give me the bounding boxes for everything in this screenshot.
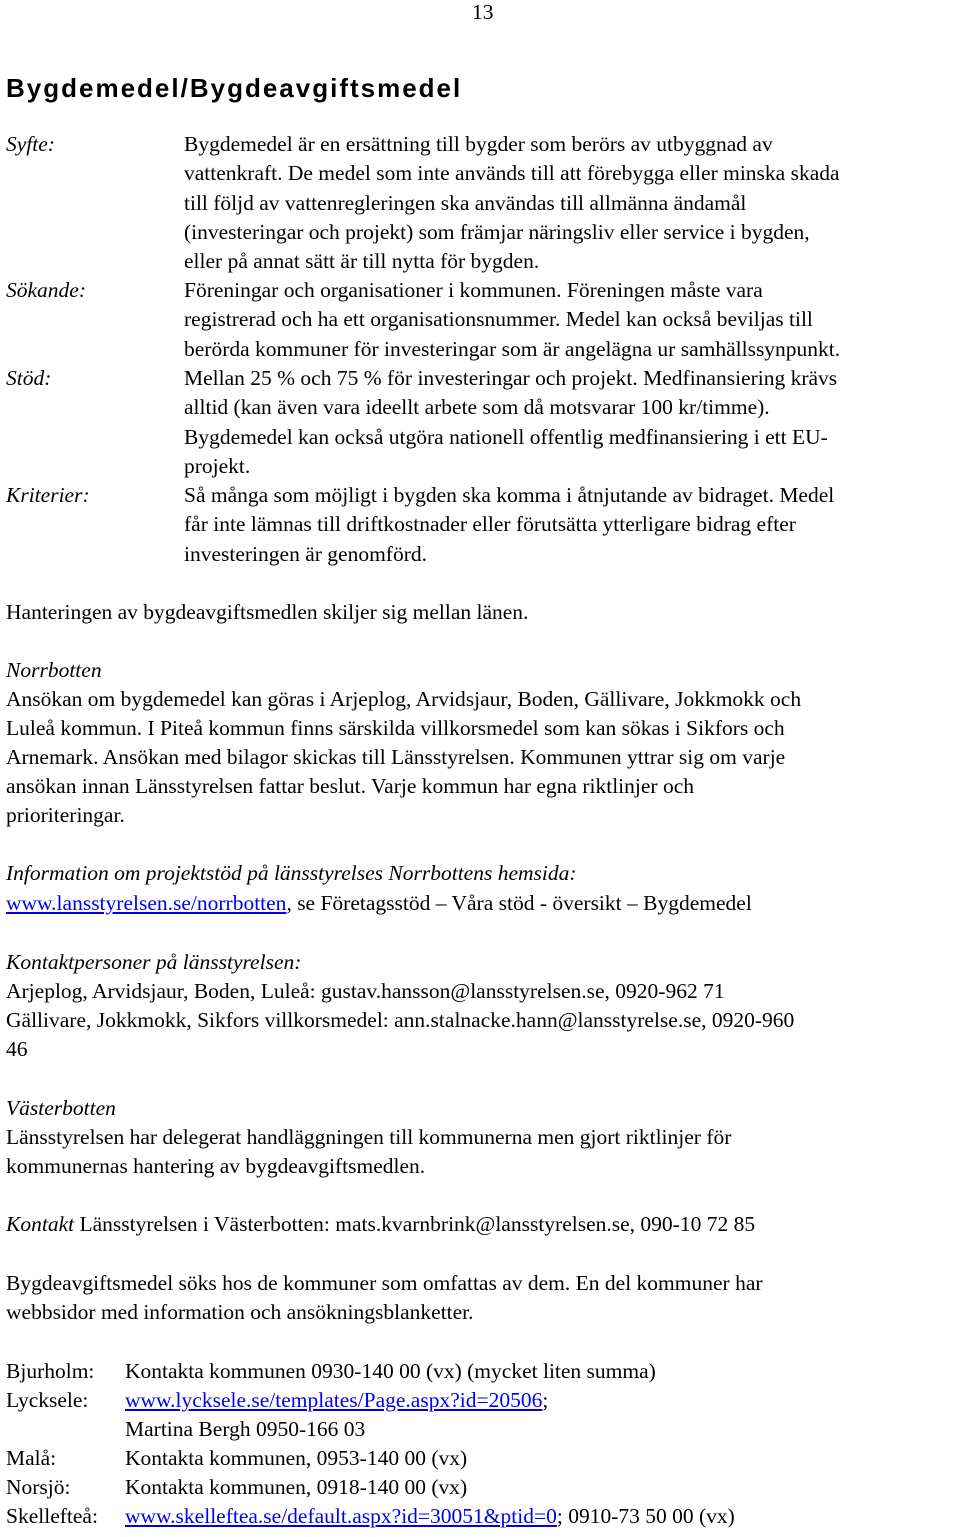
norrbotten-contact-line: 46 [6, 1037, 28, 1061]
municipality-name: Lycksele: [6, 1388, 89, 1412]
norrbotten-contact-line: Arjeplog, Arvidsjaur, Boden, Luleå: gustav.hansson@lansstyrelsen.se, 0920-962 71 [6, 979, 725, 1003]
municipal-info-line: Bygdeavgiftsmedel söks hos de kommuner som omfattas av dem. En del kommuner har [6, 1271, 763, 1295]
kriterier-line: får inte lämnas till driftkostnader eller förutsätta ytterligare bidrag efter [184, 512, 796, 536]
norrbotten-info-line [6, 889, 752, 918]
municipality-value [125, 1386, 548, 1415]
norrbotten-line: Luleå kommun. I Piteå kommun finns särskilda villkorsmedel som kan sökas i Sikfors och [6, 716, 785, 740]
municipality-name: Norsjö: [6, 1475, 71, 1499]
vasterbotten-contact [6, 1210, 755, 1239]
label-sokande: Sökande: [6, 278, 86, 302]
sokande-line: registrerad och ha ett organisationsnummer. Medel kan också beviljas till [184, 307, 813, 331]
label-syfte: Syfte: [6, 132, 55, 156]
municipality-name: Bjurholm: [6, 1359, 95, 1383]
contact-label: Kontakt [6, 1212, 75, 1236]
syfte-line: till följd av vattenregleringen ska användas till allmänna ändamål [184, 191, 747, 215]
kriterier-line: investeringen är genomförd. [184, 542, 427, 566]
norrbotten-info-heading: Information om projektstöd på länsstyrelses Norrbottens hemsida: [6, 861, 577, 885]
syfte-line: vattenkraft. De medel som inte används till att förebygga eller minska skada [184, 161, 840, 185]
label-kriterier: Kriterier: [6, 483, 90, 507]
sokande-line: Föreningar och organisationer i kommunen. Föreningen måste vara [184, 278, 763, 302]
norrbotten-website-link[interactable]: www.lansstyrelsen.se/norrbotten [6, 891, 287, 915]
syfte-line: eller på annat sätt är till nytta för bygden. [184, 249, 540, 273]
skelleftea-link[interactable]: www.skelleftea.se/default.aspx?id=30051&ptid=0 [125, 1504, 557, 1528]
page-title: Bygdemedel/Bygdeavgiftsmedel [6, 73, 463, 103]
vasterbotten-line: kommunernas hantering av bygdeavgiftsmedlen. [6, 1154, 426, 1178]
syfte-line: (investeringar och projekt) som främjar näringsliv eller service i bygden, [184, 220, 810, 244]
norrbotten-contact-line: Gällivare, Jokkmokk, Sikfors villkorsmedel: ann.stalnacke.hann@lansstyrelse.se, 0920-960 [6, 1008, 795, 1032]
municipality-text: Kontakta kommunen, 0918-140 00 (vx) [125, 1475, 468, 1499]
intro-text: Hanteringen av bygdeavgiftsmedlen skiljer sig mellan länen. [6, 600, 529, 624]
kriterier-line: Så många som möjligt i bygden ska komma i åtnjutande av bidraget. Medel [184, 483, 835, 507]
syfte-line: Bygdemedel är en ersättning till bygder som berörs av utbyggnad av [184, 132, 773, 156]
norrbotten-line: ansökan innan Länsstyrelsen fattar beslut. Varje kommun har egna riktlinjer och [6, 774, 694, 798]
vasterbotten-line: Länsstyrelsen har delegerat handläggningen till kommunerna men gjort riktlinjer för [6, 1125, 732, 1149]
page-number: 13 [472, 0, 494, 24]
stod-line: projekt. [184, 454, 251, 478]
lycksele-link[interactable]: www.lycksele.se/templates/Page.aspx?id=20506 [125, 1388, 543, 1412]
municipality-value [125, 1415, 365, 1444]
municipality-value [125, 1473, 467, 1502]
stod-line: Mellan 25 % och 75 % för investeringar och projekt. Medfinansiering krävs [184, 366, 838, 390]
norrbotten-info-rest: , se Företagsstöd – Våra stöd - översikt – Bygdemedel [286, 891, 752, 915]
municipality-text: Martina Bergh 0950-166 03 [125, 1417, 366, 1441]
municipality-text: Kontakta kommunen, 0953-140 00 (vx) [125, 1446, 468, 1470]
norrbotten-line: Ansökan om bygdemedel kan göras i Arjeplog, Arvidsjaur, Boden, Gällivare, Jokkmokk och [6, 687, 802, 711]
municipality-name: Skellefteå: [6, 1504, 98, 1528]
contact-text: Länsstyrelsen i Västerbotten: mats.kvarnbrink@lansstyrelsen.se, 090-10 72 85 [74, 1212, 756, 1236]
municipality-name: Malå: [6, 1446, 57, 1470]
stod-line: alltid (kan även vara ideellt arbete som då motsvarar 100 kr/timme). [184, 395, 770, 419]
norrbotten-contacts-heading: Kontaktpersoner på länsstyrelsen: [6, 950, 302, 974]
sokande-line: berörda kommuner för investeringar som är angelägna ur samhällssynpunkt. [184, 337, 841, 361]
label-stod: Stöd: [6, 366, 52, 390]
municipality-after: ; 0910-73 50 00 (vx) [556, 1504, 735, 1528]
norrbotten-line: Arnemark. Ansökan med bilagor skickas till Länsstyrelsen. Kommunen yttrar sig om varje [6, 745, 786, 769]
municipality-value [125, 1357, 656, 1386]
vasterbotten-heading: Västerbotten [6, 1096, 116, 1120]
norrbotten-heading: Norrbotten [6, 658, 102, 682]
norrbotten-line: prioriteringar. [6, 803, 125, 827]
municipal-info-line: webbsidor med information och ansökningsblanketter. [6, 1300, 474, 1324]
municipality-value [125, 1502, 735, 1531]
municipality-text: Kontakta kommunen 0930-140 00 (vx) (mycket liten summa) [125, 1359, 656, 1383]
municipality-value [125, 1444, 467, 1473]
municipality-after: ; [542, 1388, 549, 1412]
stod-line: Bygdemedel kan också utgöra nationell offentlig medfinansiering i ett EU- [184, 425, 828, 449]
